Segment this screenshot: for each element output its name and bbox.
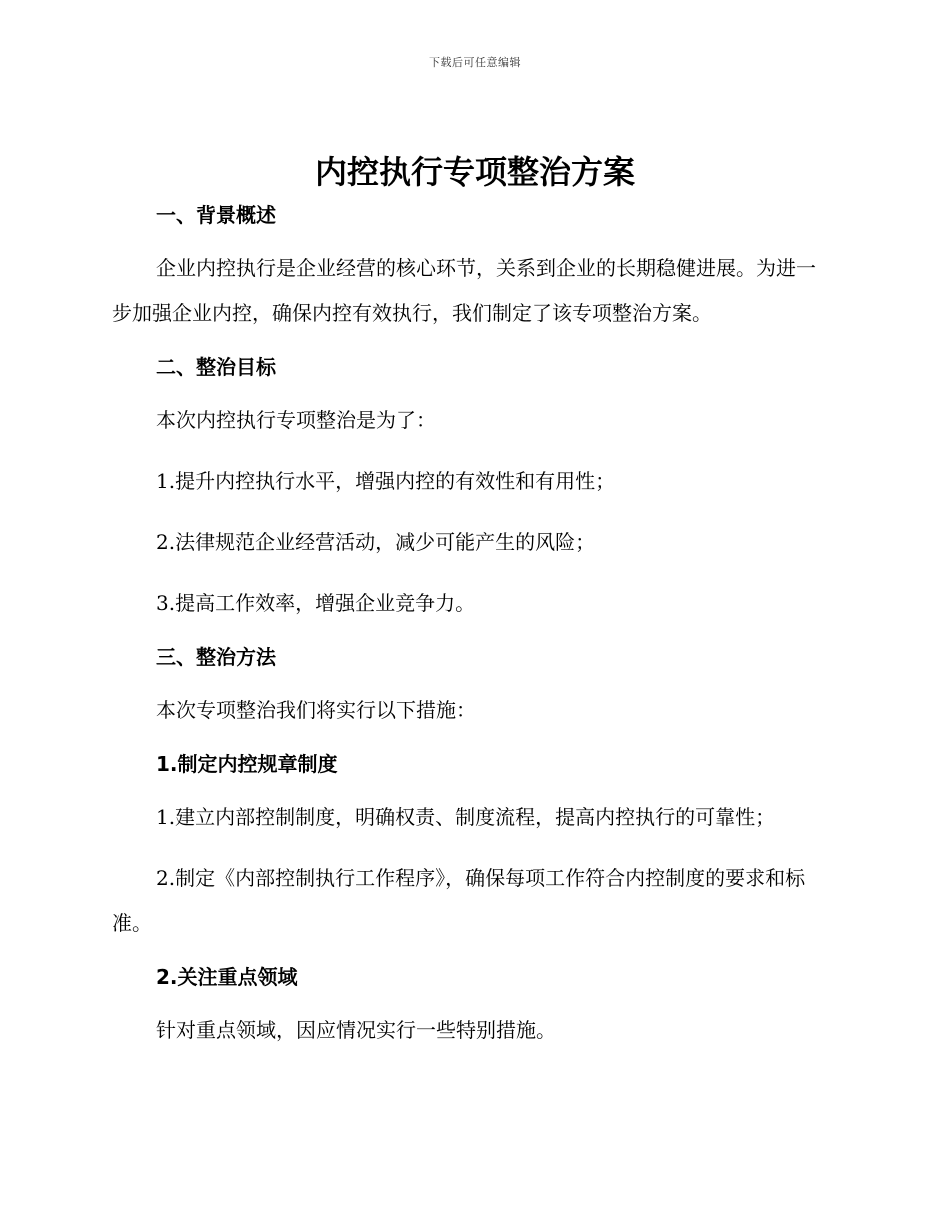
list-item-goal-2: 2.法律规范企业经营活动，减少可能产生的风险； — [156, 530, 596, 554]
list-item-rule-1: 1.建立内部控制制度，明确权责、制度流程，提高内控执行的可靠性； — [156, 805, 776, 829]
list-item-rule-2: 2.制定《内部控制执行工作程序》，确保每项工作符合内控制度的要求和标准。 — [112, 866, 806, 935]
document-title: 内控执行专项整治方案 — [314, 153, 635, 191]
section-heading-background: 一、背景概述 — [156, 203, 276, 227]
list-item-goal-1: 1.提升内控执行水平，增强内控的有效性和有用性； — [156, 469, 616, 493]
paragraph-methods-intro: 本次专项整治我们将实行以下措施： — [156, 698, 476, 722]
list-item-goal-3: 3.提高工作效率，增强企业竞争力。 — [156, 591, 476, 615]
document-body — [112, 200, 834, 1053]
paragraph-background: 企业内控执行是企业经营的核心环节，关系到企业的长期稳健进展。为进一步加强企业内控，确保内控有效执行，我们制定了该专项整治方案。 — [112, 256, 816, 325]
subsection-heading-rules: 1.制定内控规章制度 — [156, 752, 338, 776]
section-heading-goals: 二、整治目标 — [156, 355, 276, 379]
header-note: 下载后可任意编辑 — [429, 56, 521, 69]
paragraph-focus: 针对重点领域，因应情况实行一些特别措施。 — [156, 1018, 556, 1042]
section-heading-methods: 三、整治方法 — [156, 645, 276, 669]
subsection-heading-focus: 2.关注重点领域 — [156, 965, 298, 989]
paragraph-goals-intro: 本次内控执行专项整治是为了： — [156, 408, 436, 432]
